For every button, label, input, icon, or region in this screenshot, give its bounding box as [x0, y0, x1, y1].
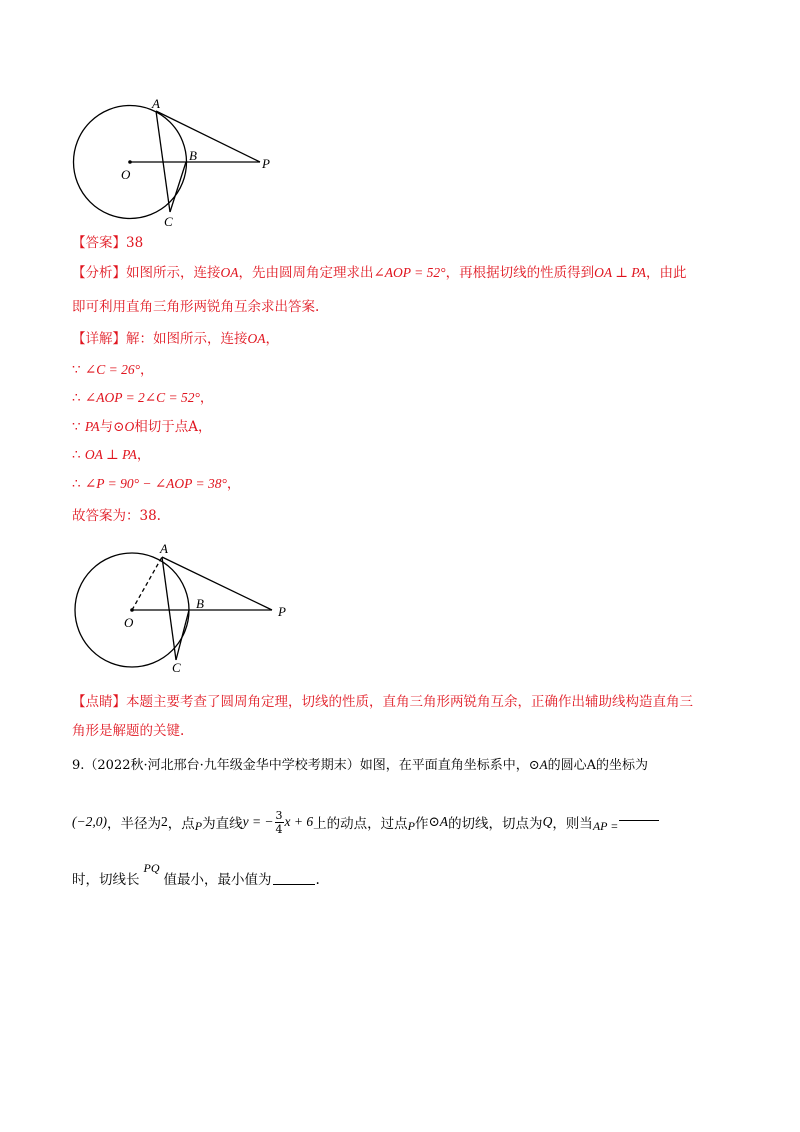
answer-value: 38 [126, 235, 144, 251]
label-c: C [164, 214, 173, 229]
question-text: 作 [415, 816, 429, 832]
question-9-line-2 [72, 802, 659, 842]
math-angle-aop: ∠AOP = 52° [373, 265, 446, 280]
question-text-a: 如图，在平面直角坐标系中， [359, 758, 529, 773]
analysis-text-b: ，先由圆周角定理求出 [238, 265, 374, 281]
comment-text-1: 本题主要考查了圆周角定理，切线的性质，直角三角形两锐角互余，正确作出辅助线构造直角三 [126, 694, 693, 710]
math-oa: OA [220, 265, 239, 280]
segment-ap [156, 111, 260, 162]
detail-text-b: ， [265, 331, 279, 347]
answer-blank-2 [273, 884, 315, 885]
question-text: ，点 [167, 816, 195, 832]
fraction-denominator: 4 [275, 822, 283, 836]
figure-circle-tangent-2 [60, 535, 300, 675]
question-text-b: 的圆心A的坐标为 [547, 758, 649, 773]
math-perp-2: OA ⊥ PA [84, 447, 137, 462]
analysis-text-a: 如图所示，连接 [126, 265, 221, 281]
analysis-tag: 【分析】 [72, 265, 126, 281]
step-end: ， [139, 362, 154, 378]
label-a: A [152, 96, 160, 111]
math-angle-p: ∠P = 90° − ∠AOP = 38° [84, 476, 227, 491]
question-text: ，半径为 [106, 816, 161, 832]
therefore-symbol: ∴ [72, 390, 81, 406]
analysis-line-2: 即可利用直角三角形两锐角互余求出答案. [72, 299, 320, 315]
math-oa-2: OA [247, 331, 266, 346]
detail-line-1 [72, 330, 279, 348]
therefore-symbol: ∴ [72, 447, 81, 463]
math-perp: OA ⊥ PA [594, 265, 647, 280]
label-b: B [189, 148, 197, 163]
segment-oa-dashed [132, 557, 162, 610]
math-q: Q [542, 814, 553, 829]
label-o: O [124, 615, 134, 630]
question-text: ，则当 [552, 816, 593, 832]
step-end: ， [226, 476, 241, 492]
question-9-line-1 [72, 756, 648, 775]
math-p-2: P [407, 818, 415, 833]
analysis-line-1 [72, 264, 687, 282]
detail-step-5 [72, 475, 240, 493]
step-text: 相切于点A， [134, 419, 212, 435]
segment-bc [176, 610, 189, 660]
math-circle-a: ⊙A [528, 757, 548, 772]
segment-ap [162, 557, 272, 610]
question-text: 值最小，最小值为 [163, 872, 272, 888]
math-circle-o: ⊙O [113, 419, 135, 434]
because-symbol: ∵ [72, 362, 81, 378]
question-text: 上的动点，过点 [313, 816, 408, 832]
math-radius: 2 [160, 814, 168, 829]
therefore-symbol: ∴ [72, 476, 81, 492]
answer-line [72, 234, 143, 252]
label-a: A [160, 541, 168, 556]
math-circle-a-2: ⊙A [428, 814, 449, 829]
detail-text-a: 解：如图所示，连接 [126, 331, 248, 347]
segment-ac [162, 557, 176, 660]
math-p: P [194, 818, 203, 833]
segment-bc [170, 162, 186, 212]
detail-conclusion: 故答案为：38. [72, 508, 161, 524]
question-9-line-3 [72, 858, 320, 888]
analysis-text-d: ，由此 [646, 265, 687, 281]
detail-step-3 [72, 418, 211, 436]
analysis-text-c: ，再根据切线的性质得到 [445, 265, 595, 281]
step-end: ， [199, 390, 214, 406]
label-c: C [172, 660, 181, 675]
detail-tag: 【详解】 [72, 331, 126, 347]
math-ap: AP = [592, 818, 619, 833]
comment-line-1 [72, 693, 693, 711]
math-x-term: x + 6 [284, 814, 314, 829]
because-symbol: ∵ [72, 419, 81, 435]
step-end: ， [136, 447, 151, 463]
comment-line-2: 角形是解题的关键. [72, 723, 185, 739]
question-text: 时，切线长 [72, 872, 140, 888]
label-o: O [121, 167, 131, 182]
figure-circle-tangent-1 [60, 90, 290, 230]
math-fraction [275, 809, 284, 836]
step-text: 与 [99, 419, 114, 435]
math-angle-c: ∠C = 26° [84, 362, 140, 377]
question-number: 9. [72, 758, 85, 773]
question-source: （2022秋·河北邢台·九年级金华中学校考期末） [84, 758, 360, 773]
detail-step-2 [72, 389, 213, 407]
answer-blank-1 [619, 820, 659, 821]
fraction-numerator: 3 [275, 808, 283, 822]
math-pa: PA [84, 419, 100, 434]
question-text: 的切线，切点为 [448, 816, 543, 832]
math-angle-aop-2c: ∠AOP = 2∠C = 52° [84, 390, 200, 405]
math-coord: (−2,0) [72, 814, 107, 829]
detail-step-1 [72, 361, 153, 379]
label-b: B [196, 596, 204, 611]
math-y-eq: y = − [242, 814, 274, 829]
math-pq: PQ [143, 861, 160, 875]
point-o [128, 160, 132, 164]
label-p: P [278, 604, 286, 619]
question-text: . [315, 872, 320, 888]
detail-step-4 [72, 446, 150, 464]
answer-tag: 【答案】 [72, 235, 126, 251]
label-p: P [262, 156, 270, 171]
comment-tag: 【点睛】 [72, 694, 126, 710]
question-text: 为直线 [202, 816, 243, 832]
point-o [130, 608, 134, 612]
